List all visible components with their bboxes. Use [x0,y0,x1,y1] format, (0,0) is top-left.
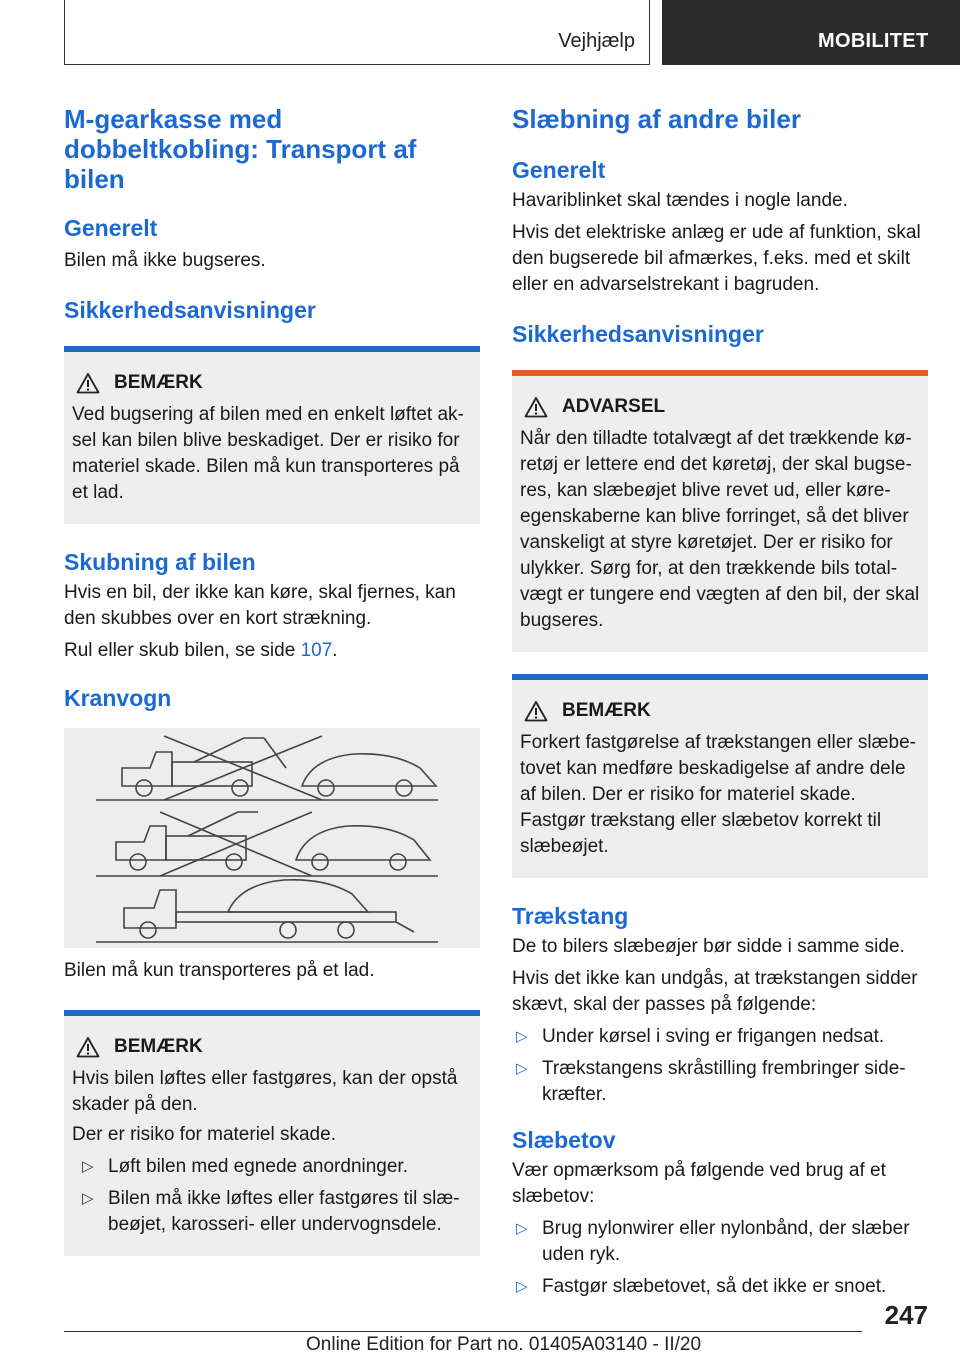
right-heading-rope: Slæbetov [512,1127,616,1153]
warning-triangle-icon [76,1036,100,1058]
right-heading-safety: Sikkerhedsanvisninger [512,321,764,347]
warning-triangle-icon [524,700,548,722]
left-push-text-2: Rul eller skub bilen, se side 107. [64,640,338,661]
note-box-2-label: BEMÆRK [114,1036,203,1057]
warning-box-header [524,394,920,420]
right-rope-text: Vær opmærksom på følgende ved brug af et slæbetov: [512,1160,886,1207]
right-general-text-2: Hvis det elektriske anlæg er ude af funktion, skal den bugserede bil afmærkes, f.eks. med et skilt eller en advarselstrekant i bagruden. [512,222,921,295]
left-heading-safety: Sikkerhedsanvisninger [64,297,316,323]
rope-list [512,1216,928,1300]
right-column [512,100,928,1300]
bar-list [512,1024,928,1108]
note-box-2-text-2: Der er risiko for materiel skade. [72,1124,336,1145]
right-general-text-1: Havariblinket skal tændes i nogle lande. [512,190,848,211]
list-item: ▷ Bilen må ikke løftes eller fastgøres til slæbeøjet, karosseri- eller undervognsdele. [82,1188,460,1235]
left-heading-push: Skubning af bilen [64,549,256,575]
list-item: ▷ Trækstangens skråstilling frembringer sidekræfter. [516,1058,906,1105]
warning-box-label: ADVARSEL [562,396,666,417]
right-heading-general: Generelt [512,157,606,183]
note-box-1-header [76,370,472,396]
triangle-bullet-icon: ▷ [516,1278,528,1295]
tow-truck-illustration [64,728,480,948]
triangle-bullet-icon: ▷ [516,1028,528,1045]
note-box-3-label: BEMÆRK [562,700,651,721]
left-heading-crane: Kranvogn [64,685,172,711]
note-box-3-text: Forkert fastgørelse af trækstangen eller slæbetovet kan medføre beskadigelse af andre dele af bilen. Der er risiko for materiel skade. Fastgør trækstang eller slæbetov korrekt til slæbeøjet. [520,732,916,857]
header-section-box [64,0,650,65]
list-item: ▷ Løft bilen med egnede anordninger. [72,1154,472,1180]
warning-box-text: Når den tilladte totalvægt af det trækkende køretøj er lettere end det køretøj, der skal bugseres, kan slæbeøjet blive revet ud, eller køreegenskaberne kan blive forringet, så det bliver vanskeligt at styre køretøjet. Der er risiko for ulykker. Sørg for, at den trækkende bils totalvægt er tungere end vægten af den bil, der skal bugseres. [520,428,920,631]
header-chapter-tab [662,0,960,65]
note-box-3-header [524,698,920,724]
note-box-2 [64,1010,480,1256]
note-box-2-header [76,1034,472,1060]
page-number: 247 [884,1300,928,1330]
left-push-text-1: Hvis en bil, der ikke kan køre, skal fjernes, kan den skubbes over en kort strækning. [64,582,456,629]
towing-illustration [64,728,480,948]
note-box-1-text: Ved bugsering af bilen med en enkelt løftet aksel kan bilen blive beskadiget. Der er risiko for materiel skade. Bilen må kun transporteres på et lad. [72,404,464,503]
triangle-bullet-icon: ▷ [82,1158,94,1175]
note-box-2-text-1: Hvis bilen løftes eller fastgøres, kan der opstå skader på den. [72,1068,458,1115]
left-general-text: Bilen må ikke bugseres. [64,250,266,271]
note-box-1-label: BEMÆRK [114,372,203,393]
list-item: ▷ Under kørsel i sving er frigangen nedsat. [512,1024,928,1050]
header-chapter-title: MOBILITET [818,30,929,52]
note-box-1 [64,346,480,524]
warning-triangle-icon [76,372,100,394]
right-bar-text-2: Hvis det ikke kan undgås, at trækstangen sidder skævt, skal der passes på følgende: [512,968,918,1015]
list-item: ▷ Brug nylonwirer eller nylonbånd, der slæber uden ryk. [516,1218,910,1265]
list-item: ▷ Fastgør slæbetovet, så det ikke er snoet. [512,1274,928,1300]
left-heading-general: Generelt [64,215,158,241]
right-title: Slæbning af andre biler [512,104,801,134]
triangle-bullet-icon: ▷ [516,1220,528,1237]
warning-box [512,370,928,652]
left-column [64,100,480,1256]
triangle-bullet-icon: ▷ [82,1190,94,1207]
footer-divider [64,1331,862,1332]
right-heading-bar: Trækstang [512,903,629,929]
left-crane-text: Bilen må kun transporteres på et lad. [64,960,375,981]
header-section-title: Vejhjælp [558,30,635,52]
footer-edition-text: Online Edition for Part no. 01405A03140 - II/20 [306,1334,702,1355]
right-bar-text-1: De to bilers slæbeøjer bør sidde i samme side. [512,936,905,957]
page-link-107[interactable]: 107 [300,640,333,661]
warning-triangle-icon [524,396,548,418]
note-box-3 [512,674,928,878]
left-title: M-gearkasse med dobbeltkobling: Transport af bilen [64,104,417,194]
note-box-2-list [72,1154,472,1238]
triangle-bullet-icon: ▷ [516,1060,528,1077]
